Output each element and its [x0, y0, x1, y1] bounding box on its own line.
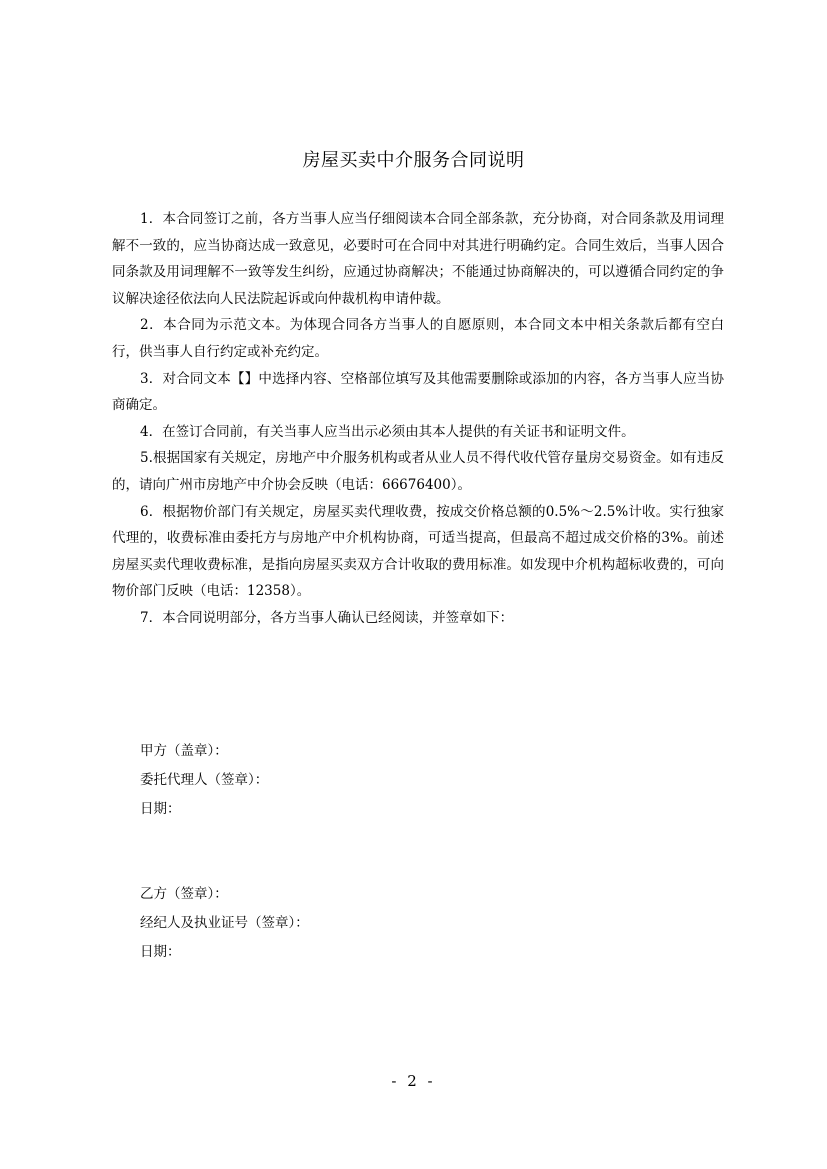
- clause-3: 3．对合同文本【】中选择内容、空格部位填写及其他需要删除或添加的内容，各方当事人应当协商确定。: [112, 370, 724, 414]
- document-title: 房屋买卖中介服务合同说明: [302, 150, 525, 171]
- clause-4: 4．在签订合同前，有关当事人应当出示必须由其本人提供的有关证书和证明文件。: [140, 423, 635, 440]
- party-b-signature-block: [140, 880, 309, 967]
- page-number: - 2 -: [391, 1072, 436, 1090]
- clause-2: 2．本合同为示范文本。为体现合同各方当事人的自愿原则，本合同文本中相关条款后都有空白行，供当事人自行约定或补充约定。: [112, 317, 724, 360]
- clause-1: 1．本合同签订之前，各方当事人应当仔细阅读本合同全部条款，充分协商，对合同条款及用词理解不一致的，应当协商达成一致意见，必要时可在合同中对其进行明确约定。合同生效后，当事人因合同条款及用词理解不一致等发生纠纷，应通过协商解决；不能通过协商解决的，可以遵循合同约定的争议解决途径依法向人民法院起诉或向仲裁机构申请仲裁。: [112, 211, 724, 307]
- document-body: [112, 206, 724, 632]
- party-a-agent-label: 委托代理人（签章）：: [140, 772, 269, 788]
- clause-6: 6．根据物价部门有关规定，房屋买卖代理收费，按成交价格总额的0.5%～2.5%计收。实行独家代理的，收费标准由委托方与房地产中介机构协商，可适当提高，但最高不超过成交价格的3%。前述房屋买卖代理收费标准，是指向房屋买卖双方合计收取的费用标准。如发现中介机构超标收费的，可向物价部门反映（电话：12358）。: [112, 503, 724, 600]
- party-b-seal-label: 乙方（签章）：: [140, 886, 228, 902]
- party-a-signature-block: [140, 737, 268, 824]
- party-a-date-label: 日期：: [140, 801, 181, 817]
- party-b-agent-label: 经纪人及执业证号（签章）：: [140, 915, 309, 931]
- party-b-date-label: 日期：: [140, 944, 181, 960]
- clause-7: 7．本合同说明部分，各方当事人确认已经阅读，并签章如下：: [140, 609, 514, 626]
- party-a-seal-label: 甲方（盖章）：: [140, 743, 228, 759]
- clause-5: 5.根据国家有关规定，房地产中介服务机构或者从业人员不得代收代管存量房交易资金。如有违反的，请向广州市房地产中介协会反映（电话：66676400）。: [112, 450, 724, 493]
